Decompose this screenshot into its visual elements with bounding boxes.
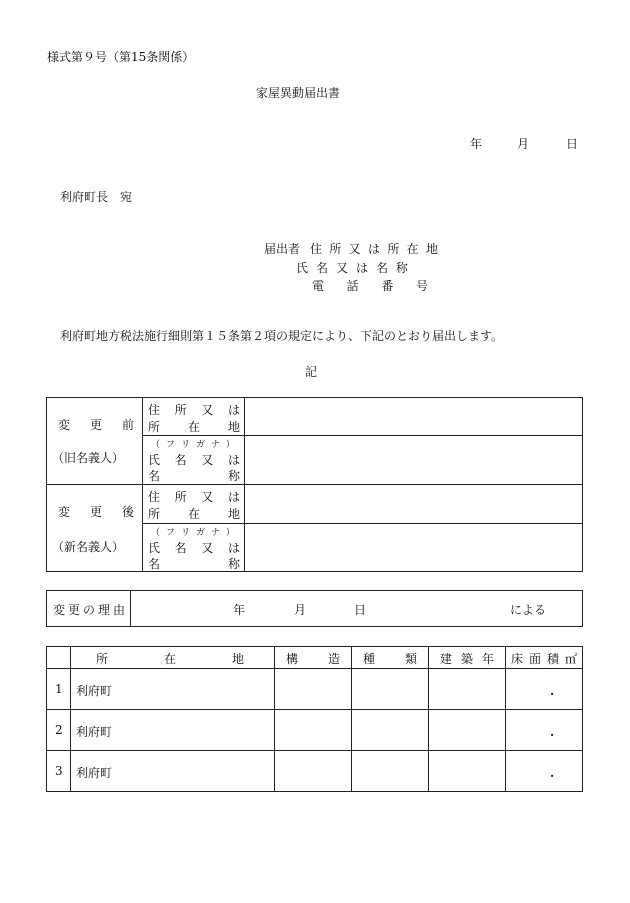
after-furigana-label: （ フ リ ガ ナ ）: [151, 528, 235, 538]
row-number: 2: [55, 723, 63, 737]
after-address-label-1: 住 所 又 は: [148, 490, 240, 504]
ki-label: 記: [305, 365, 318, 379]
before-name-label-1: 氏 名 又 は: [148, 453, 240, 467]
row-decimal-point: .: [550, 766, 555, 780]
reason-label: 変 更 の 理 由: [53, 603, 125, 617]
row-town: 利府町: [76, 725, 113, 739]
notifier-address-label: 住 所 又 は 所 在 地: [310, 242, 438, 256]
before-address-label-1: 住 所 又 は: [148, 403, 240, 417]
date-month-label: 月: [517, 137, 530, 151]
before-address-field[interactable]: [245, 398, 582, 435]
after-name-label-2: 名 称: [148, 557, 240, 571]
reason-year-label: 年: [233, 603, 246, 617]
reason-suffix: による: [510, 603, 547, 617]
after-change-label: 変 更 後: [58, 505, 134, 519]
header-built-year: 建 築 年: [440, 652, 494, 666]
notifier-label: 届出者: [264, 242, 301, 256]
header-floor-area: 床 面 積 ㎡: [511, 652, 577, 666]
header-location: 所 在 地: [96, 652, 244, 666]
before-name-label-2: 名 称: [148, 469, 240, 483]
header-type: 種 類: [363, 652, 417, 666]
row-number: 3: [55, 764, 63, 778]
after-address-label-2: 所 在 地: [148, 507, 240, 521]
before-address-label-2: 所 在 地: [148, 420, 240, 434]
before-furigana-label: （ フ リ ガ ナ ）: [151, 440, 235, 450]
form-number: 様式第９号（第15条関係）: [47, 50, 195, 64]
row-decimal-point: .: [550, 684, 555, 698]
row-town: 利府町: [76, 684, 113, 698]
page-title: 家屋異動届出書: [256, 86, 341, 100]
reason-field[interactable]: [131, 591, 582, 626]
row-number: 1: [55, 682, 63, 696]
former-owner-label: （旧名義人）: [52, 451, 125, 465]
row-decimal-point: .: [550, 725, 555, 739]
date-day-label: 日: [566, 137, 579, 151]
notifier-phone-label: 電 話 番 号: [312, 279, 428, 293]
before-change-label: 変 更 前: [58, 418, 134, 432]
after-name-label-1: 氏 名 又 は: [148, 541, 240, 555]
new-owner-label: （新名義人）: [52, 540, 125, 554]
row-town: 利府町: [76, 766, 113, 780]
before-name-field[interactable]: [245, 436, 582, 484]
reason-day-label: 日: [354, 603, 367, 617]
reason-month-label: 月: [294, 603, 307, 617]
addressee: 利府町長 宛: [60, 190, 133, 204]
after-address-field[interactable]: [245, 485, 582, 523]
after-name-field[interactable]: [245, 524, 582, 571]
statement: 利府町地方税法施行細則第１５条第２項の規定により、下記のとおり届出します。: [60, 329, 504, 343]
date-year-label: 年: [470, 137, 483, 151]
notifier-name-label: 氏 名 又 は 名 称: [296, 261, 408, 275]
header-structure: 構 造: [286, 652, 340, 666]
